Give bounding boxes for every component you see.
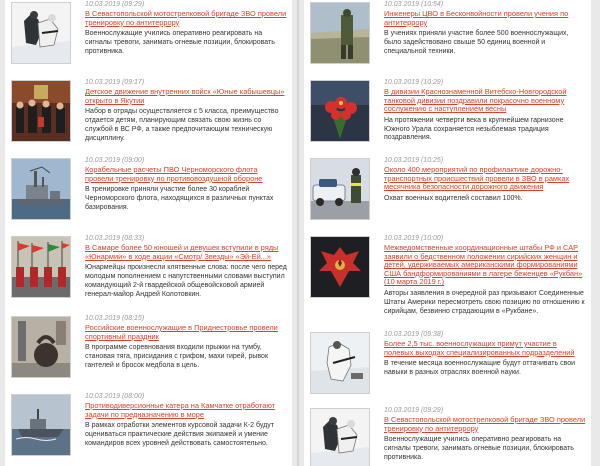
news-description: Военнослужащие учились оперативно реагировать на сигналы тревоги, занимать огневые позиции, блокировать противника.: [384, 436, 574, 461]
news-title-link[interactable]: Около 400 мероприятий по профилактике дорожно-транспортных происшествий провели в ЗВО в рамках месячника безопасности дорожного движения: [384, 165, 570, 192]
news-date: 10.03.2019 (10:25): [384, 157, 444, 164]
news-date: 10.03.2019 (08:15): [85, 315, 145, 322]
news-description: Военнослужащие учились оперативно реагировать на сигналы тревоги, занимать огневые позиции, блокировать противника.: [85, 30, 275, 55]
news-date: 10.03.2019 (09:29): [384, 407, 444, 414]
news-date: 10.03.2019 (09:17): [85, 79, 145, 86]
military-police-photo[interactable]: [310, 158, 370, 220]
news-title-link[interactable]: Корабельные расчеты ПВО Черноморского флота провели тренировку по противовоздушной обороне: [85, 165, 263, 183]
news-date: 10.03.2019 (09:00): [85, 157, 145, 164]
soldiers-snow-photo[interactable]: [310, 408, 370, 466]
news-description: Набор в отряды осуществляется с 5 класса, преимущество отдается детям, планирующим связать свою жизнь со службой в ВС РФ, а также предпочитающим техническую дисциплину.: [85, 108, 279, 142]
flowers-photo[interactable]: [310, 80, 370, 142]
soldiers-snow-photo[interactable]: [11, 2, 71, 64]
news-title-link[interactable]: В Севастопольской мотострелковой бригаде ЗВО провели тренировку по антитеррору: [384, 415, 586, 433]
news-description: Юнармейцы произнесли клятвенные слова: после чего перед молодым пополнением с напутственными словами выступил командующий 2-й гвардейской общевойсковой армией генерал-майор Андрей Колотовкин.: [85, 264, 287, 298]
news-description: В течение месяца военнослужащие будут оттачивать свои навыки в разных отраслях военной науки.: [384, 360, 576, 376]
children-group-photo[interactable]: [11, 80, 71, 142]
news-column-left: [5, 0, 292, 466]
news-date: 10.03.2019 (10:29): [384, 79, 444, 86]
news-description: В тренировке приняли участие более 30 кораблей Черноморского флота, находящихся в различных пунктах базирования.: [85, 186, 274, 211]
news-description: На протяжении четверти века в крупнейшем гарнизоне Южного Урала сохраняется незыблемая традиция поздравления.: [384, 116, 564, 142]
warship-photo[interactable]: [11, 158, 71, 220]
news-date: 10.03.2019 (09:29): [85, 1, 145, 8]
news-date: 10.03.2019 (10:00): [384, 235, 444, 242]
news-description: Охват военных водителей составил 100%.: [384, 194, 523, 202]
news-title-link[interactable]: В дивизии Краснознаменной Витебско-Новгородской танковой дивизии поздравили покрасочно военному сослужению с наступлением весны: [384, 87, 567, 114]
news-title-link[interactable]: Детское движение внутренних войск «Юные кабышевцы» открыто в Якутии: [85, 87, 285, 105]
news-title-link[interactable]: Межведомственные координационные штабы РФ и САР заявили о бедственном положении сирийских женщин и детей, удерживаемых американскими формированиями США бандформированиями в лагере беженцев «Рукбан» (10 марта 2019 г.): [384, 243, 583, 287]
news-title-link[interactable]: Российские военнослужащие в Приднестровье провели спортивный праздник: [85, 323, 278, 341]
kettlebell-photo[interactable]: [11, 316, 71, 378]
flags-cadets-photo[interactable]: [11, 236, 71, 298]
soldier-field-photo[interactable]: [310, 2, 370, 64]
snow-soldier-photo[interactable]: [310, 332, 370, 394]
news-title-link[interactable]: В Самаре более 50 юношей и девушек вступили в ряды «Юнармии» в ходе акции «Смотр/ Звезды» «Эй-Ей...»: [85, 243, 279, 261]
news-description: В рамках отработки элементов курсовой задачи К-2 будут оцениваться практические действия экипажей и умение командиров всех уровней действовать самостоятельно.: [85, 422, 274, 447]
patrol-boat-photo[interactable]: [11, 394, 71, 456]
news-date: 10.03.2019 (08:33): [85, 235, 145, 242]
news-description: Авторы заявления в очередной раз призывают Соединенные Штаты Америки пересмотреть свою позицию по отношению к сирийцам, безвинно страдающим в «Рукбане».: [384, 289, 585, 315]
news-title-link[interactable]: В Севастопольской мотострелковой бригаде ЗВО провели тренировку по антитеррору: [85, 9, 287, 27]
news-date: 10.03.2019 (08:00): [85, 393, 145, 400]
news-title-link[interactable]: Инженеры ЦВО в Бесконвойности провели учения по антитеррору: [384, 9, 569, 27]
news-date: 10.03.2019 (10:54): [384, 1, 444, 8]
news-column-right: [304, 0, 591, 466]
news-description: В учениях приняли участие более 500 военнослужащих, было задействовано свыше 50 единиц военной и специальной техники.: [384, 30, 569, 55]
column-divider: [297, 0, 299, 466]
news-date: 10.03.2019 (09:38): [384, 331, 444, 338]
eagle-emblem-photo[interactable]: [310, 236, 370, 298]
news-description: В программе соревнования входили прыжки на тумбу, становая тяга, присидания с грифом, махи гирей, рывок гантелей и бросок медбола в цель.: [85, 344, 269, 369]
news-title-link[interactable]: Более 2,5 тыс. военнослужащих примут участие в полевых выходах специализированных подразделений: [384, 339, 575, 357]
news-title-link[interactable]: Противодиверсионные катера на Камчатке отработают задачи по предназначению в море: [85, 401, 276, 419]
